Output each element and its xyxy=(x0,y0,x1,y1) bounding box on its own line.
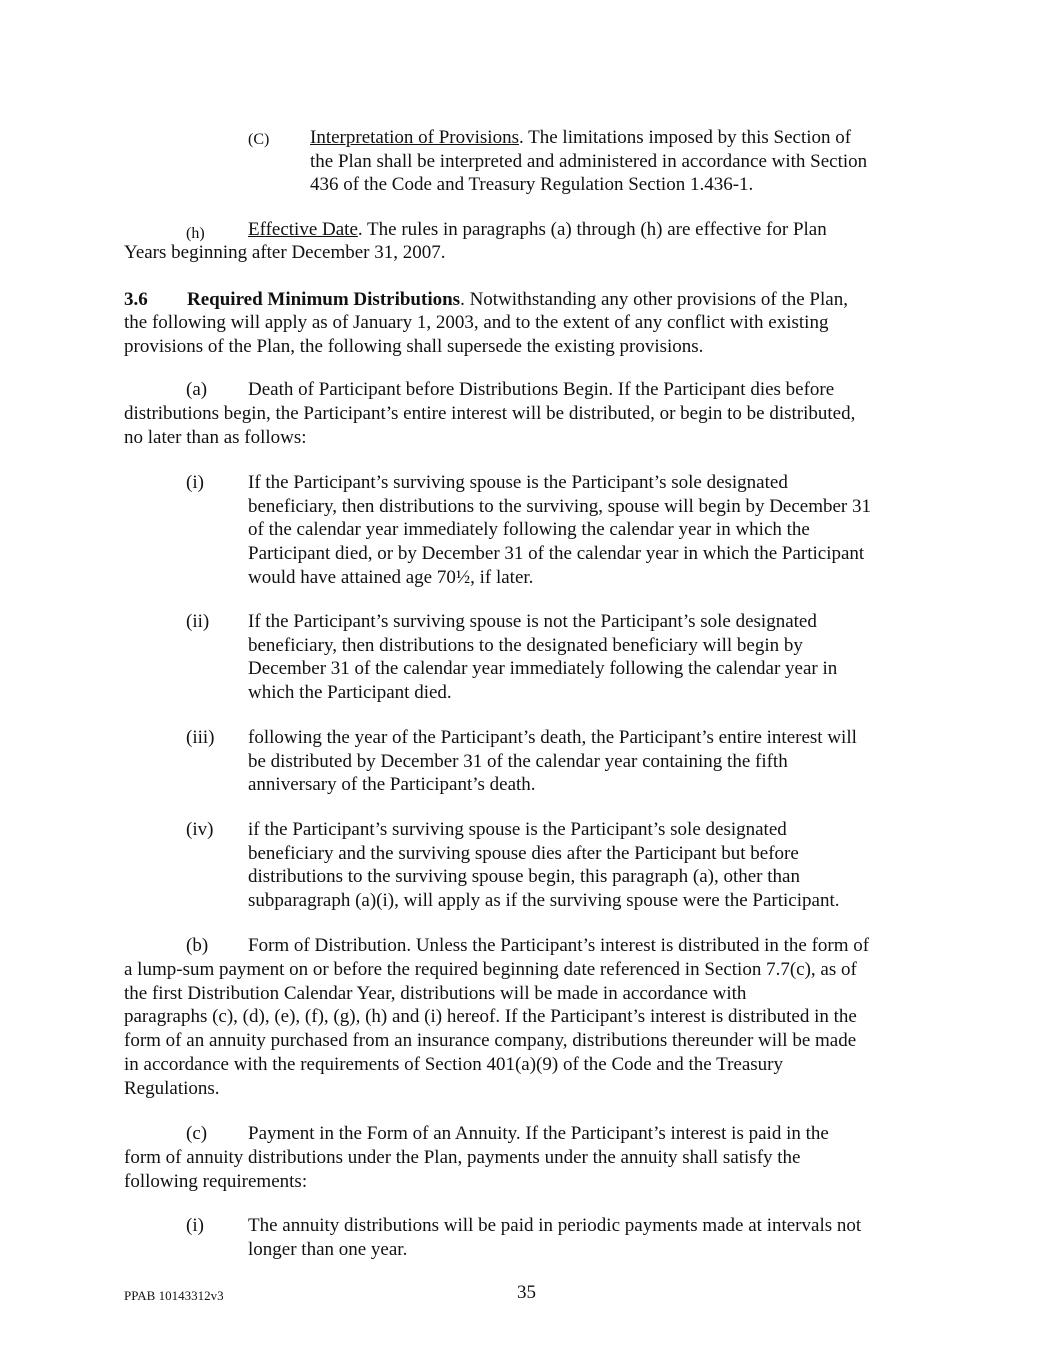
paragraph-label: (b) xyxy=(186,935,209,956)
section-number: 3.6 xyxy=(124,289,148,310)
paragraph-text: Interpretation of Provisions. The limitations imposed by this Section of the Plan shall be interpreted and administered in accordance with Section 436 of the Code and Treasury Regulation Section 1.436-1. xyxy=(310,127,868,196)
paragraph-label: (a) xyxy=(186,379,208,400)
list-item-text: If the Participant’s surviving spouse is not the Participant’s sole designated beneficiary, then distributions to the designated beneficiary will begin by December 31 of the calendar year immediately following the calendar year in which the Participant died. xyxy=(248,611,838,704)
list-item-text: if the Participant’s surviving spouse is the Participant’s sole designated beneficiary and the surviving spouse dies after the Participant but before distributions to the surviving spouse begin, this paragraph (a), other than subparagraph (a)(i), will apply as if the surviving spouse were the Participant. xyxy=(248,819,840,912)
paragraph-label: (c) xyxy=(186,1123,208,1144)
list-item-label: (i) xyxy=(186,472,204,493)
list-item-label: (iv) xyxy=(186,819,214,840)
paragraph-heading: Effective Date xyxy=(248,219,358,240)
list-item-label: (iii) xyxy=(186,727,215,748)
footer-document-id: PPAB 10143312v3 xyxy=(124,1288,224,1303)
page-number: 35 xyxy=(517,1282,536,1303)
list-item-text: following the year of the Participant’s death, the Participant’s entire interest will be distributed by December 31 of the calendar year containing the fifth anniversary of the Participant’s death. xyxy=(248,727,857,796)
document-page: (C) Interpretation of Provisions. The limitations imposed by this Section of the Plan shall be interpreted and administered in accordance with Section 436 of the Code and Treasury Regulation Section 1.436-1. (h) Effective Date. The rules in paragraphs (a) through (h) are effective for Plan Years beginning after December 31, 2007. 3.6 Required Minimum Distributions. Notwithstanding any other provisions of the Plan, the following will apply as of January 1, 2003, and to the extent of any conflict with existing provisions of the Plan, the following shall supersede the existing provisions. (a) Death of Participant before Distributions Begin. If the Participant dies before distributions begin, the Participant’s entire interest will be distributed, or begin to be distributed, no later than as follows: (i) If the Participant’s surviving spouse is the Participant’s sole designated beneficiary, then distributions to the surviving, spouse will begin by December 31 of the calendar year immediately following the calendar year in which the Participant died, or by December 31 of the calendar year in which the Participant would have attained age 70½, if later. (ii) If the Participant’s surviving spouse is not the Participant’s sole designated beneficiary, then distributions to the designated beneficiary will begin by December 31 of the calendar year immediately following the calendar year in which the Participant died. (iii) following the year of the Participant’s death, the Participant’s entire interest will be distributed by December 31 of the calendar year containing the fifth anniversary of the Participant’s death. (iv) if the Participant’s surviving spouse is the Participant’s sole designated beneficiary and the surviving spouse dies after the Participant but before distributions to the surviving spouse begin, this paragraph (a), other than subparagraph (a)(i), will apply as if the surviving spouse were the Participant. (b) Form of Distribution. Unless the Participant’s interest is distributed in the form of a lump-sum payment on or before the required beginning date referenced in Section 7.7(c), as of the first Distribution Calendar Year, distributions will be made in accordance with paragraphs (c), (d), (e), (f), (g), (h) and (i) hereof. If the Participant’s interest is distributed in the form of an annuity purchased from an insurance company, distributions thereunder will be made in accordance with the requirements of Section 401(a)(9) of the Code and the Treasury Regulations. (c) Payment in the Form of an Annuity. If the Participant’s interest is paid in the form of annuity distributions under the Plan, payments under the annuity shall satisfy the following requirements: (i) The annuity distributions will be paid in periodic payments made at intervals not longer than one year. PPAB 10143312v3 35 xyxy=(0,0,1055,1365)
list-item-text: If the Participant’s surviving spouse is the Participant’s sole designated beneficiary, then distributions to the surviving, spouse will begin by December 31 of the calendar year immediately following the calendar year in which the Participant died, or by December 31 of the calendar year in which the Participant would have attained age 70½, if later. xyxy=(248,472,872,588)
paragraph-heading: Interpretation of Provisions xyxy=(310,127,519,148)
section-heading: Required Minimum Distributions xyxy=(187,289,461,310)
list-item-label: (i) xyxy=(186,1215,204,1236)
paragraph-label: (h) xyxy=(186,225,205,242)
list-item-text: The annuity distributions will be paid in periodic payments made at intervals not longer than one year. xyxy=(248,1215,862,1260)
paragraph-label: (C) xyxy=(248,131,270,148)
list-item-label: (ii) xyxy=(186,611,210,632)
